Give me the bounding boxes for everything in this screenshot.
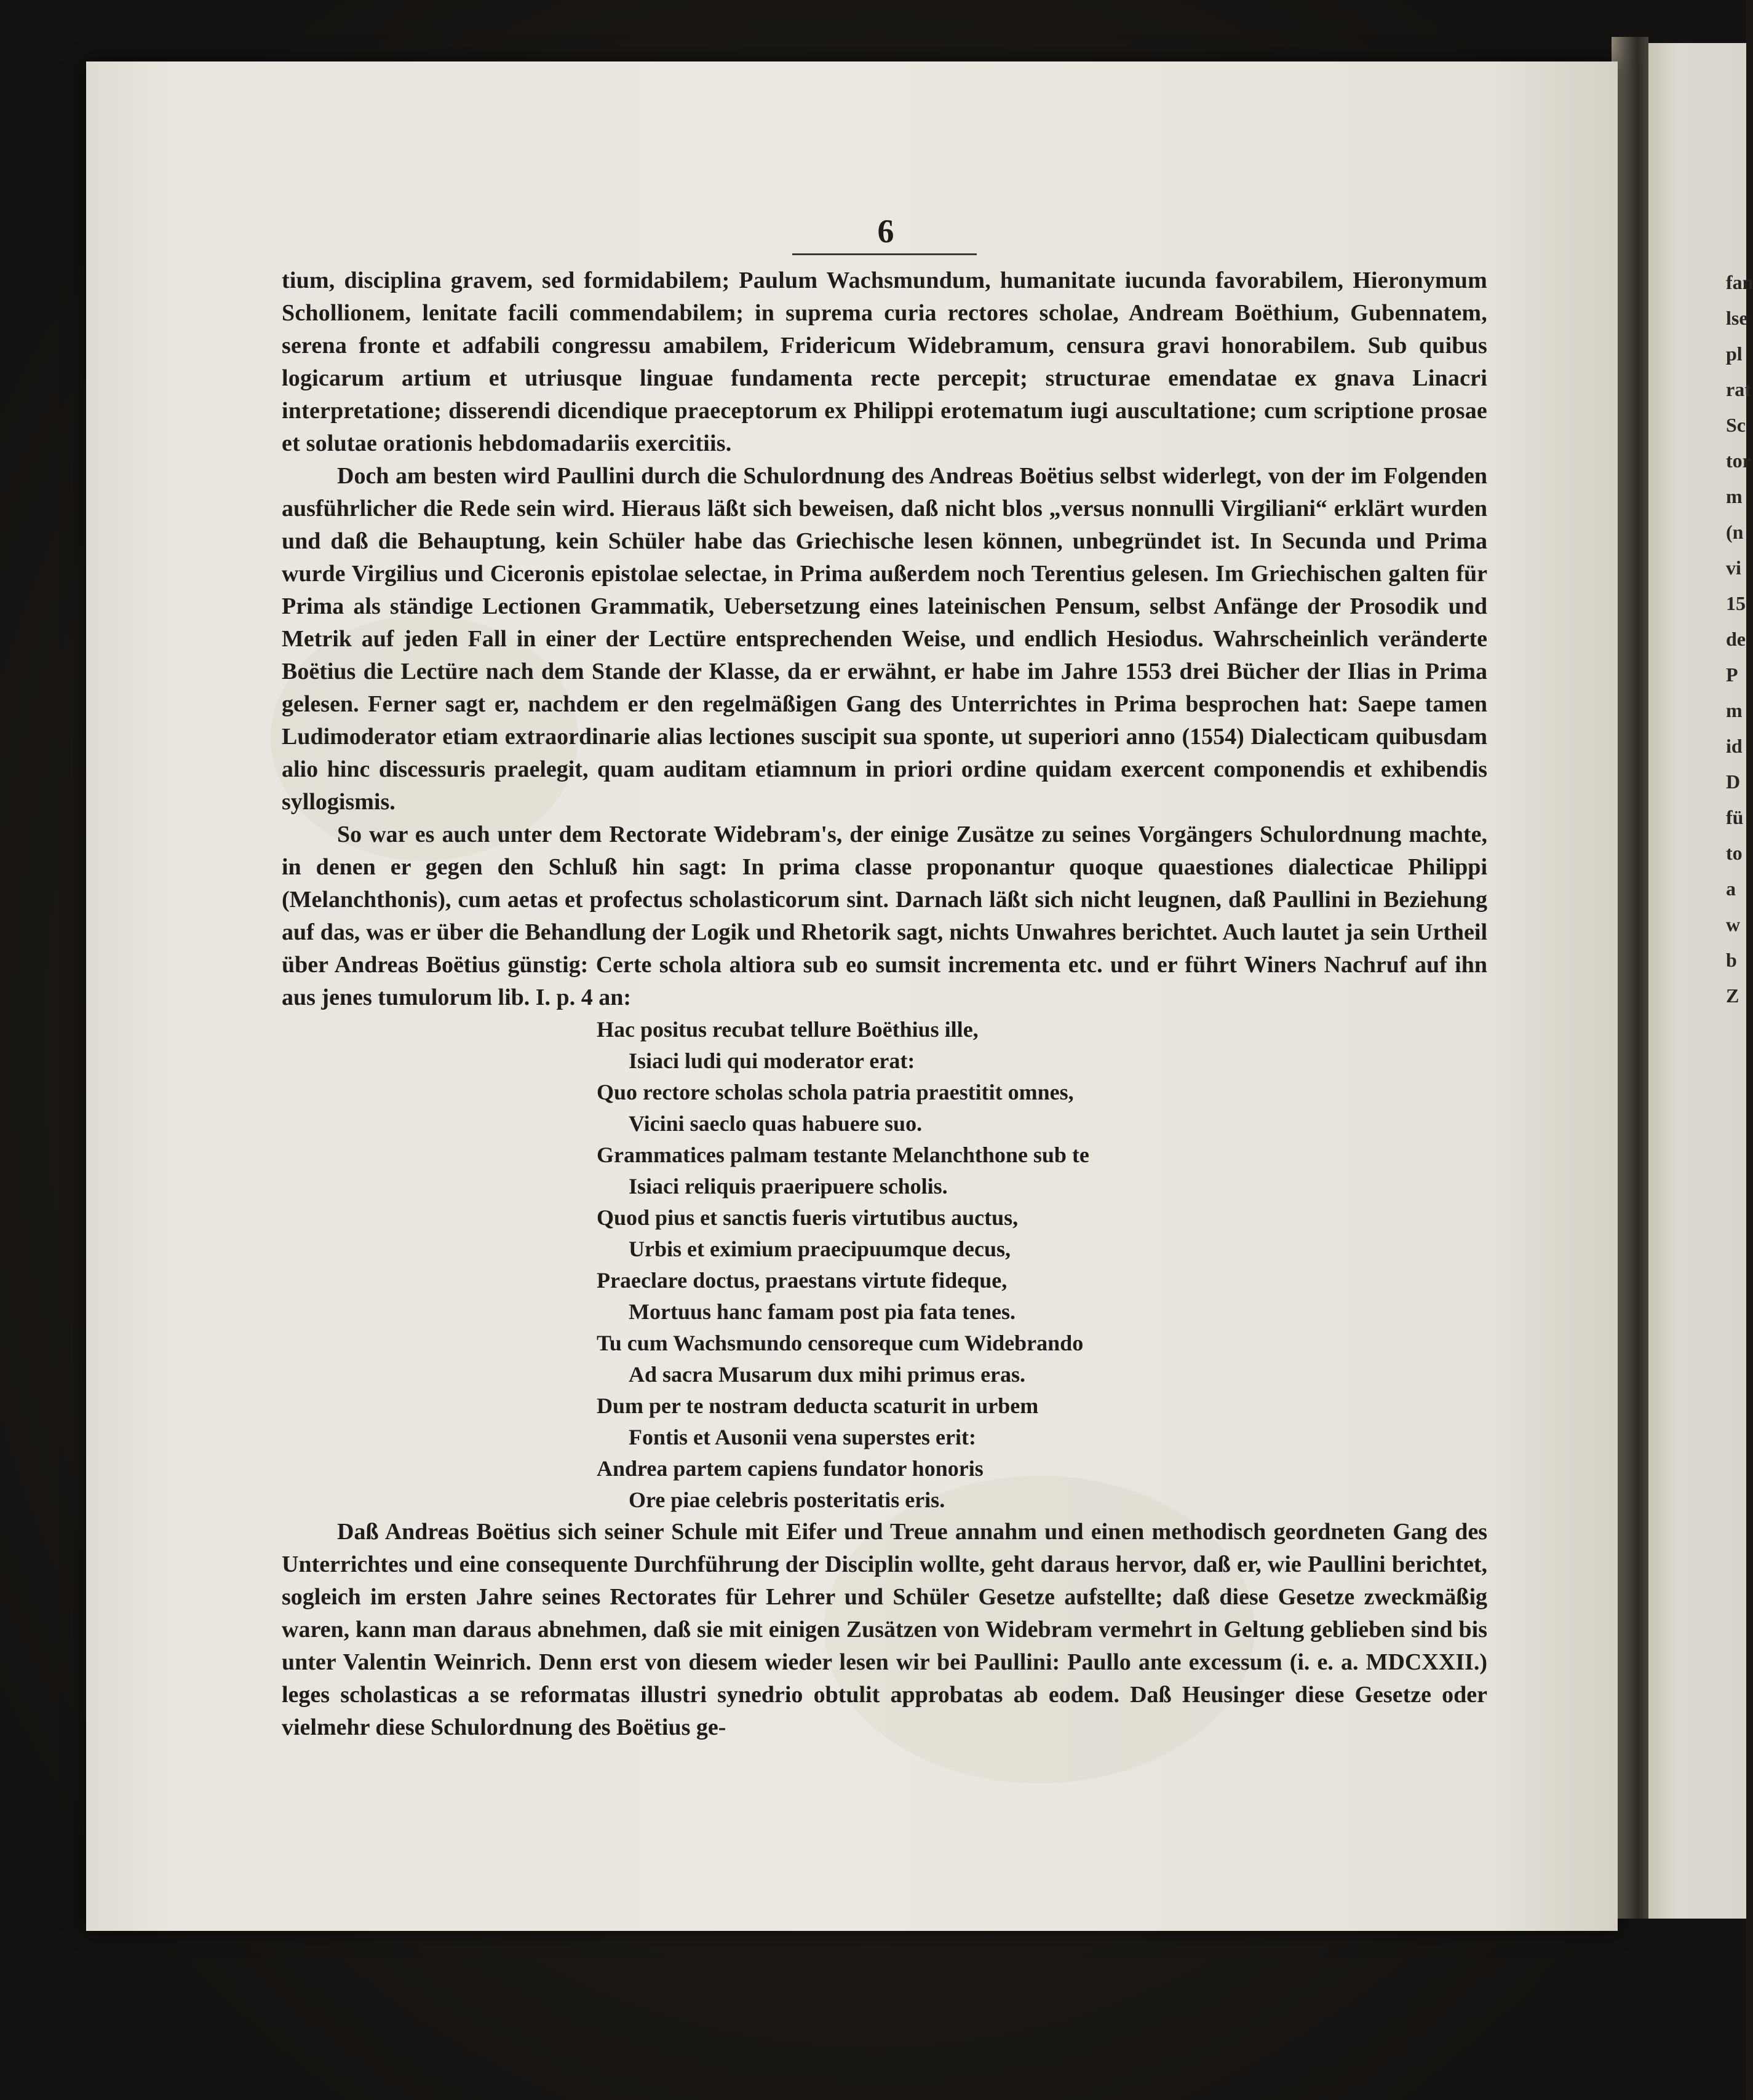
edge-fragment: pl	[1726, 343, 1743, 365]
header-rule	[792, 253, 977, 255]
poem-line: Vicini saeclo quas habuere suo.	[629, 1111, 923, 1136]
edge-fragment: D	[1726, 771, 1741, 793]
edge-fragment: 15	[1726, 592, 1746, 614]
epitaph-poem	[282, 1014, 1487, 1516]
edge-fragment: Sc	[1726, 414, 1746, 436]
poem-line: Ore piae celebris posteritatis eris.	[629, 1488, 945, 1512]
edge-fragment: m	[1726, 699, 1743, 721]
poem-line: Dum per te nostram deducta scaturit in urbem	[597, 1393, 1039, 1418]
poem-line: Isiaci reliquis praeripuere scholis.	[629, 1174, 948, 1199]
poem-line: Grammatices palmam testante Melanchthone sub te	[597, 1143, 1089, 1167]
closing-paragraph: Daß Andreas Boëtius sich seiner Schule mit Eifer und Treue annahm und einen methodisch geordneten Gang des Unterrichtes und eine consequente Durchführung der Disciplin wollte, geht daraus hervor, daß er, wie Paullini berichtet, sogleich im ersten Jahre seines Rectorates für Lehrer und Schüler Gesetze aufstellte; daß diese Gesetze zweckmäßig waren, kann man daraus abnehmen, daß sie mit einigen Zusätzen von Widebram vermehrt in Geltung geblieben sind bis unter Valentin Weinrich. Denn erst von diesem wieder lesen wir bei Paullini: Paullo ante excessum (i. e. a. MDCXXII.) leges scholasticas a se reformatas illustri synedrio obtulit approbatas ab eodem. Daß Heusinger diese Gesetze oder vielmehr diese Schulordnung des Boëtius ge-	[282, 1519, 1487, 1740]
edge-fragment: a	[1726, 878, 1736, 900]
poem-line: Mortuus hanc famam post pia fata tenes.	[629, 1299, 1016, 1324]
poem-line: Ad sacra Musarum dux mihi primus eras.	[629, 1362, 1026, 1387]
page-number: 6	[877, 213, 894, 250]
poem-line: Fontis et Ausonii vena superstes erit:	[629, 1425, 976, 1449]
edge-fragment: tor	[1726, 450, 1751, 472]
edge-fragment: b	[1726, 949, 1737, 971]
edge-fragment: lse	[1726, 307, 1748, 329]
page-text	[282, 264, 1487, 1744]
poem-line: Urbis et eximium praecipuumque decus,	[629, 1237, 1011, 1261]
poem-line: Andrea partem capiens fundator honoris	[597, 1456, 984, 1481]
body-paragraph: Doch am besten wird Paullini durch die Schulordnung des Andreas Boëtius selbst widerlegt, von der im Folgenden ausführlicher die Rede sein wird. Hieraus läßt sich beweisen, daß nicht blos „versus nonnulli Virgiliani“ erklärt wurden und daß die Behauptung, kein Schüler habe das Griechische lesen können, unbegründet ist. In Secunda und Prima wurde Virgilius und Ciceronis epistolae selectae, in Prima außerdem noch Terentius gelesen. Im Griechischen galten für Prima als ständige Lectionen Grammatik, Uebersetzung eines lateinischen Pensum, selbst Anfänge der Prosodik und Metrik auf jeden Fall in einer der Lectüre entsprechenden Weise, und endlich Hesiodus. Wahrscheinlich veränderte Boëtius die Lectüre nach dem Stande der Klasse, da er erwähnt, er habe im Jahre 1553 drei Bücher der Ilias in Prima gelesen. Ferner sagt er, nachdem er den regelmäßigen Gang des Unterrichtes in Prima besprochen hat: Saepe tamen Ludimoderator etiam extraordinarie alias lectiones suscipit sua sponte, ut superiori anno (1554) Dialecticam quibusdam alio hinc discessuris praelegit, quam auditam etiamnum in priori ordine quidam exercent componendis et exhibendis syllogismis.	[282, 463, 1487, 815]
facing-page-edge-text	[1726, 264, 1753, 1013]
edge-fragment: rat	[1726, 378, 1751, 400]
poem-line: Quo rectore scholas schola patria praestitit omnes,	[597, 1080, 1074, 1104]
edge-fragment: (n	[1726, 521, 1744, 543]
opening-paragraph: tium, disciplina gravem, sed formidabilem; Paulum Wachsmundum, humanitate iucunda favorabilem, Hieronymum Schollionem, lenitate facili commendabilem; in suprema curia rectores scholae, Andream Boëthium, Gubennatem, serena fronte et adfabili congressu amabilem, Fridericum Widebramum, censura gravi honorabilem. Sub quibus logicarum artium et utriusque linguae fundamenta recte percepit; structurae emendatae ex gnava Linacri interpretatione; disserendi dicendique praeceptorum ex Philippi erotematum iugi auscultatione; cum scriptione prosae et solutae orationis hebdomadariis exercitiis.	[282, 267, 1487, 456]
edge-fragment: P	[1726, 664, 1738, 686]
edge-fragment: to	[1726, 842, 1743, 864]
edge-fragment: w	[1726, 913, 1741, 935]
body-paragraph: So war es auch unter dem Rectorate Widebram's, der einige Zusätze zu seines Vorgängers Schulordnung machte, in denen er gegen den Schluß hin sagt: In prima classe proponantur quoque quaestiones dialecticae Philippi (Melanchthonis), cum aetas et profectus scholasticorum sint. Darnach läßt sich nicht leugnen, daß Paullini in Beziehung auf das, was er über die Behandlung der Logik und Rhetorik sagt, nichts Unwahres berichtet. Auch lautet ja sein Urtheil über Andreas Boëtius günstig: Certe schola altiora sub eo sumsit incrementa etc. und er führt Winers Nachruf auf ihn aus jenes tumulorum lib. I. p. 4 an:	[282, 822, 1487, 1010]
edge-fragment: id	[1726, 735, 1743, 757]
edge-fragment: m	[1726, 485, 1743, 507]
edge-fragment: de	[1726, 628, 1746, 650]
edge-fragment: fan	[1726, 271, 1753, 293]
poem-line: Isiaci ludi qui moderator erat:	[629, 1048, 915, 1073]
edge-fragment: fü	[1726, 806, 1744, 828]
poem-line: Hac positus recubat tellure Boëthius ille,	[597, 1017, 979, 1042]
edge-fragment: Z	[1726, 985, 1739, 1007]
poem-line: Praeclare doctus, praestans virtute fideque,	[597, 1268, 1008, 1293]
edge-fragment: vi	[1726, 557, 1741, 579]
poem-line: Quod pius et sanctis fueris virtutibus auctus,	[597, 1205, 1019, 1230]
poem-line: Tu cum Wachsmundo censoreque cum Widebrando	[597, 1331, 1084, 1355]
